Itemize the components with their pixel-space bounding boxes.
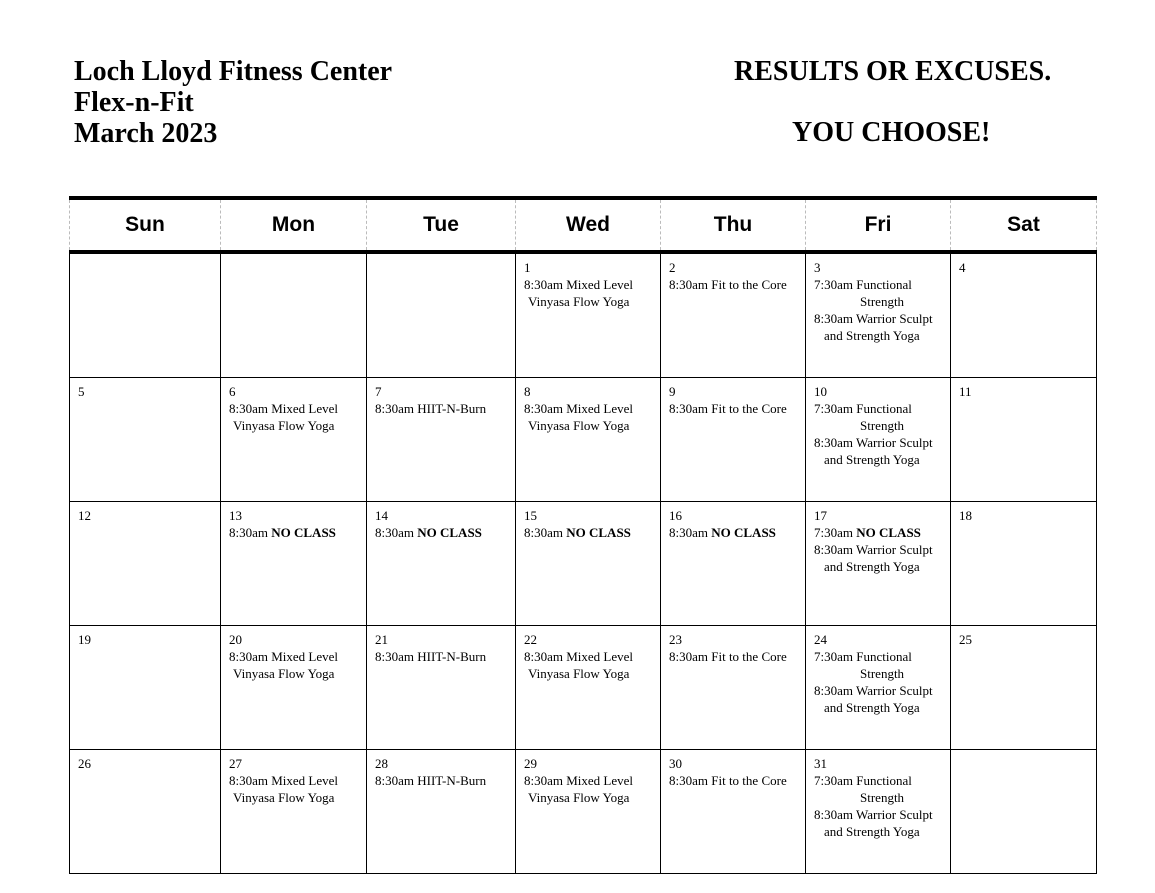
class-entry-cont: Vinyasa Flow Yoga — [233, 418, 335, 433]
class-entry-cont: Vinyasa Flow Yoga — [528, 418, 630, 433]
class-entry: 8:30am Warrior Sculpt — [814, 311, 933, 326]
day-cell — [661, 750, 806, 874]
class-entry: 8:30am Mixed Level — [524, 649, 634, 664]
empty-day-cell — [367, 252, 516, 378]
class-time: 8:30am — [229, 525, 268, 540]
day-number: 28 — [375, 756, 388, 771]
class-entry — [375, 524, 507, 541]
month-title: March 2023 — [74, 118, 218, 149]
class-time: 8:30am — [375, 525, 414, 540]
class-entry — [524, 524, 652, 541]
class-entry-cont: Strength — [860, 418, 905, 433]
class-entry: 8:30am HIIT-N-Burn — [375, 401, 487, 416]
day-cell — [221, 750, 367, 874]
day-cell — [661, 252, 806, 378]
facility-name: Loch Lloyd Fitness Center — [74, 56, 393, 87]
day-cell — [951, 502, 1097, 626]
class-entry-cont: Vinyasa Flow Yoga — [233, 666, 335, 681]
day-cell — [221, 626, 367, 750]
day-number: 1 — [524, 260, 531, 275]
class-entry-cont: and Strength Yoga — [824, 559, 920, 574]
day-number: 27 — [229, 756, 242, 771]
class-entry: 8:30am Mixed Level — [524, 277, 634, 292]
class-entry: 7:30am Functional — [814, 773, 912, 788]
weekday-header-row — [70, 198, 1097, 252]
day-number: 21 — [375, 632, 388, 647]
day-cell — [367, 626, 516, 750]
class-entry: 8:30am Mixed Level — [229, 773, 339, 788]
class-entry-cont: Strength — [860, 666, 905, 681]
weekday-sun: Sun — [70, 198, 221, 252]
day-number: 4 — [959, 260, 966, 275]
day-cell — [367, 378, 516, 502]
class-entry: 7:30am Functional — [814, 401, 912, 416]
day-cell — [221, 378, 367, 502]
class-entry: 8:30am HIIT-N-Burn — [375, 649, 487, 664]
empty-day-cell — [951, 750, 1097, 874]
class-entry: 7:30am Functional — [814, 277, 912, 292]
class-entry: 8:30am Fit to the Core — [669, 401, 787, 416]
calendar-grid — [69, 196, 1097, 874]
day-cell — [806, 626, 951, 750]
day-number: 10 — [814, 384, 827, 399]
week-row — [70, 750, 1097, 874]
day-number: 3 — [814, 260, 821, 275]
day-cell — [516, 750, 661, 874]
day-cell — [516, 378, 661, 502]
day-cell — [516, 252, 661, 378]
class-entry: 8:30am Warrior Sculpt — [814, 683, 933, 698]
day-number: 26 — [78, 756, 91, 771]
class-entry-cont: Vinyasa Flow Yoga — [233, 790, 335, 805]
class-entry-cont: and Strength Yoga — [824, 700, 920, 715]
day-cell — [806, 750, 951, 874]
day-cell — [806, 378, 951, 502]
day-cell — [661, 378, 806, 502]
class-entry: 7:30am Functional — [814, 649, 912, 664]
no-class-label: NO CLASS — [566, 525, 631, 540]
day-number: 29 — [524, 756, 537, 771]
day-cell — [661, 626, 806, 750]
day-cell — [70, 502, 221, 626]
day-cell — [70, 626, 221, 750]
day-cell — [516, 626, 661, 750]
weekday-sat: Sat — [951, 198, 1097, 252]
day-number: 16 — [669, 508, 682, 523]
class-entry-cont: Vinyasa Flow Yoga — [528, 294, 630, 309]
day-cell — [70, 378, 221, 502]
class-entry-cont: and Strength Yoga — [824, 824, 920, 839]
class-time: 7:30am — [814, 525, 853, 540]
class-entry — [669, 524, 797, 541]
weekday-thu: Thu — [661, 198, 806, 252]
day-number: 2 — [669, 260, 676, 275]
week-row — [70, 502, 1097, 626]
empty-day-cell — [70, 252, 221, 378]
class-entry — [814, 524, 942, 541]
day-number: 23 — [669, 632, 682, 647]
day-cell — [806, 252, 951, 378]
day-number: 22 — [524, 632, 537, 647]
class-entry: 8:30am Mixed Level — [524, 401, 634, 416]
day-cell — [951, 378, 1097, 502]
weekday-fri: Fri — [806, 198, 951, 252]
no-class-label: NO CLASS — [856, 525, 921, 540]
class-entry: 8:30am Warrior Sculpt — [814, 807, 933, 822]
day-cell — [367, 502, 516, 626]
empty-day-cell — [221, 252, 367, 378]
day-number: 30 — [669, 756, 682, 771]
no-class-label: NO CLASS — [417, 525, 482, 540]
day-cell — [516, 502, 661, 626]
day-cell — [367, 750, 516, 874]
day-number: 8 — [524, 384, 531, 399]
weekday-wed: Wed — [516, 198, 661, 252]
week-row — [70, 252, 1097, 378]
class-entry — [229, 524, 358, 541]
week-row — [70, 626, 1097, 750]
class-entry: 8:30am Fit to the Core — [669, 649, 787, 664]
class-entry-cont: Vinyasa Flow Yoga — [528, 790, 630, 805]
day-number: 15 — [524, 508, 537, 523]
day-number: 6 — [229, 384, 236, 399]
day-number: 7 — [375, 384, 382, 399]
day-cell — [70, 750, 221, 874]
weekday-mon: Mon — [221, 198, 367, 252]
class-entry: 8:30am Warrior Sculpt — [814, 435, 933, 450]
class-time: 8:30am — [524, 525, 563, 540]
class-entry-cont: Strength — [860, 294, 905, 309]
no-class-label: NO CLASS — [271, 525, 336, 540]
class-entry-cont: and Strength Yoga — [824, 328, 920, 343]
class-entry-cont: and Strength Yoga — [824, 452, 920, 467]
day-number: 19 — [78, 632, 91, 647]
day-number: 20 — [229, 632, 242, 647]
day-number: 9 — [669, 384, 676, 399]
weekday-tue: Tue — [367, 198, 516, 252]
day-number: 11 — [959, 384, 972, 399]
class-entry: 8:30am HIIT-N-Burn — [375, 773, 487, 788]
day-cell — [951, 626, 1097, 750]
day-number: 14 — [375, 508, 388, 523]
day-number: 24 — [814, 632, 827, 647]
day-cell — [221, 502, 367, 626]
class-entry: 8:30am Fit to the Core — [669, 773, 787, 788]
day-number: 18 — [959, 508, 972, 523]
slogan-line-1: RESULTS OR EXCUSES. — [734, 56, 1052, 87]
day-cell — [661, 502, 806, 626]
week-row — [70, 378, 1097, 502]
class-entry: 8:30am Mixed Level — [524, 773, 634, 788]
no-class-label: NO CLASS — [711, 525, 776, 540]
day-cell — [951, 252, 1097, 378]
day-number: 13 — [229, 508, 242, 523]
day-number: 25 — [959, 632, 972, 647]
class-entry-cont: Strength — [860, 790, 905, 805]
class-entry: 8:30am Warrior Sculpt — [814, 542, 933, 557]
class-entry: 8:30am Mixed Level — [229, 649, 339, 664]
day-number: 31 — [814, 756, 827, 771]
day-cell — [806, 502, 951, 626]
program-name: Flex-n-Fit — [74, 87, 194, 118]
day-number: 12 — [78, 508, 91, 523]
calendar-header — [74, 56, 392, 149]
slogan-line-2: YOU CHOOSE! — [792, 117, 991, 148]
day-number: 5 — [78, 384, 85, 399]
class-time: 8:30am — [669, 525, 708, 540]
class-entry-cont: Vinyasa Flow Yoga — [528, 666, 630, 681]
day-number: 17 — [814, 508, 827, 523]
class-entry: 8:30am Fit to the Core — [669, 277, 787, 292]
class-entry: 8:30am Mixed Level — [229, 401, 339, 416]
